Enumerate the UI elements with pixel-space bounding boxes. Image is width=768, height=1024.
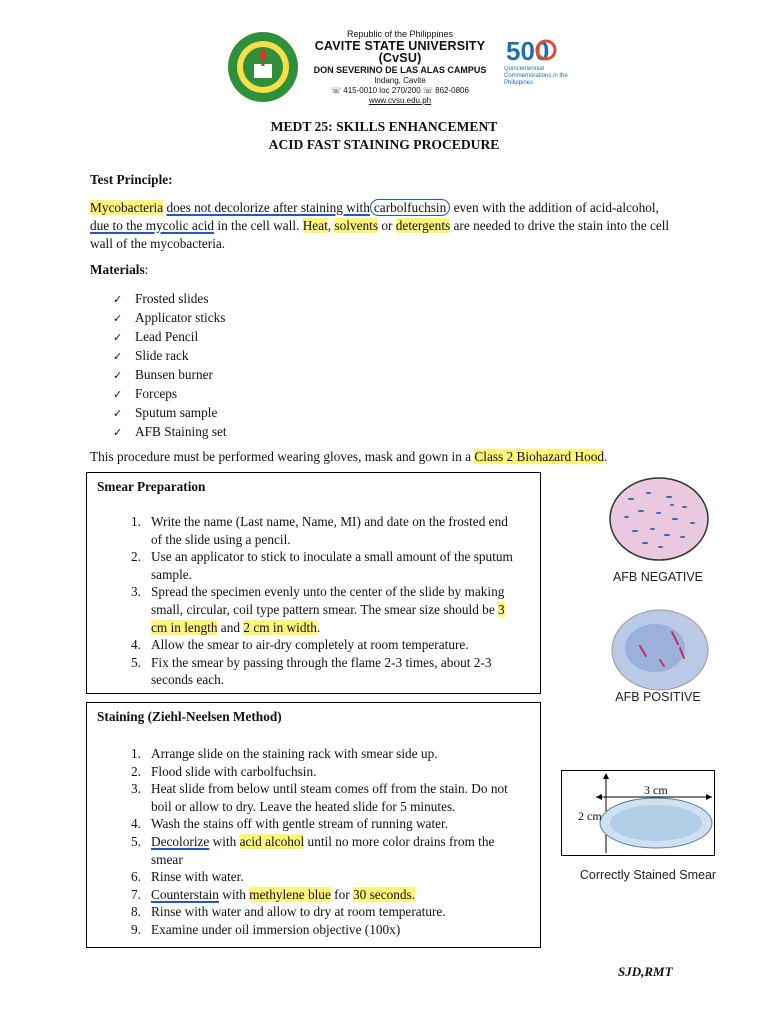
list-item: 1. Write the name (Last name, Name, MI) and date on the frosted end of the slide using a pencil. xyxy=(131,514,508,547)
safety-note: This procedure must be performed wearing gloves, mask and gown in a Class 2 Biohazard Hood. xyxy=(90,449,608,464)
list-item: 2. Use an applicator to stick to inoculate a small amount of the sputum sample. xyxy=(131,549,513,582)
materials-list xyxy=(113,290,227,442)
smear-width-label: 3 cm xyxy=(644,783,668,797)
anniv-number: 500 xyxy=(506,36,550,66)
list-item: 5. Decolorize with acid alcohol until no more color drains from the smear xyxy=(131,833,495,867)
test-principle-heading: Test Principle: xyxy=(90,172,173,187)
test-principle-text: Mycobacteria does not decolorize after staining with carbolfuchsin even with the addition of acid-alcohol, due to the mycolic acid in the cell wall. Heat, solvents or detergents are needed to drive the stain into the cell wall of the mycobacteria. xyxy=(90,200,670,251)
afb-negative-caption: AFB NEGATIVE xyxy=(612,570,704,584)
staining-title: Staining (Ziehl-Neelsen Method) xyxy=(97,709,282,724)
staining-box xyxy=(86,702,541,948)
list-item: 2. Flood slide with carbolfuchsin. xyxy=(131,763,317,779)
list-item: 6. Rinse with water. xyxy=(131,869,244,885)
procedure-title: ACID FAST STAINING PROCEDURE xyxy=(268,137,500,152)
university-name: CAVITE STATE UNIVERSITY xyxy=(314,39,486,53)
smear-height-label: 2 cm xyxy=(578,809,602,823)
list-item: ✓ AFB Staining set xyxy=(113,423,227,442)
list-item: ✓ Slide rack xyxy=(113,347,227,366)
republic-line: Republic of the Philippines xyxy=(346,29,454,39)
cvsu-seal-logo xyxy=(226,30,300,104)
list-item: 9. Examine under oil immersion objective (100x) xyxy=(131,921,401,937)
list-item: ✓ Applicator sticks xyxy=(113,309,227,328)
list-item: ✓ Bunsen burner xyxy=(113,366,227,385)
list-item: 4. Wash the stains off with gentle stream of running water. xyxy=(131,816,449,832)
materials-heading: Materials: xyxy=(90,262,149,277)
afb-positive-image xyxy=(610,608,710,692)
list-item: 3. Spread the specimen evenly unto the center of the slide by making small, circular, coil type pattern smear. The smear size should be 3 cm in length and 2 cm in width. xyxy=(131,584,505,635)
phone-numbers: ☏ 415-0010 loc 270/200 ☏ 862-0806 xyxy=(331,86,469,95)
list-item: 7. Counterstain with methylene blue for 30 seconds. xyxy=(131,886,416,902)
author-signature: SJD,RMT xyxy=(618,964,673,979)
anniv-text: Quincentennial Commemorations in the Philippines xyxy=(504,66,568,86)
list-item: 4. Allow the smear to air-dry completely at room temperature. xyxy=(131,637,469,653)
list-item: 3. Heat slide from below until steam comes off from the stain. Do not boil or allow to dry. Leave the heated slide for 5 minutes. xyxy=(131,781,508,814)
smear-caption: Correctly Stained Smear xyxy=(579,868,717,882)
afb-positive-caption: AFB POSITIVE xyxy=(615,690,701,704)
list-item: 8. Rinse with water and allow to dry at room temperature. xyxy=(131,904,446,920)
list-item: ✓ Forceps xyxy=(113,385,227,404)
smear-size-diagram xyxy=(561,770,715,856)
university-header xyxy=(300,28,500,106)
quincentennial-logo xyxy=(502,30,568,102)
campus-name: DON SEVERINO DE LAS ALAS CAMPUS xyxy=(313,65,487,75)
list-item: ✓ Frosted slides xyxy=(113,290,227,309)
list-item: 5. Fix the smear by passing through the flame 2-3 times, about 2-3 seconds each. xyxy=(131,654,492,688)
list-item: 1. Arrange slide on the staining rack with smear side up. xyxy=(131,746,438,761)
university-abbrev: (CvSU) xyxy=(378,51,422,65)
list-item: ✓ Sputum sample xyxy=(113,404,227,423)
staining-steps xyxy=(97,745,516,939)
afb-negative-image xyxy=(608,476,710,562)
smear-preparation-title: Smear Preparation xyxy=(97,479,206,494)
location: Indang, Cavite xyxy=(374,76,426,85)
smear-preparation-box xyxy=(86,472,541,694)
document-title xyxy=(0,118,768,154)
course-title: MEDT 25: SKILLS ENHANCEMENT xyxy=(270,119,498,134)
smear-steps xyxy=(97,513,516,689)
website: www.cvsu.edu.ph xyxy=(368,96,432,105)
list-item: ✓ Lead Pencil xyxy=(113,328,227,347)
